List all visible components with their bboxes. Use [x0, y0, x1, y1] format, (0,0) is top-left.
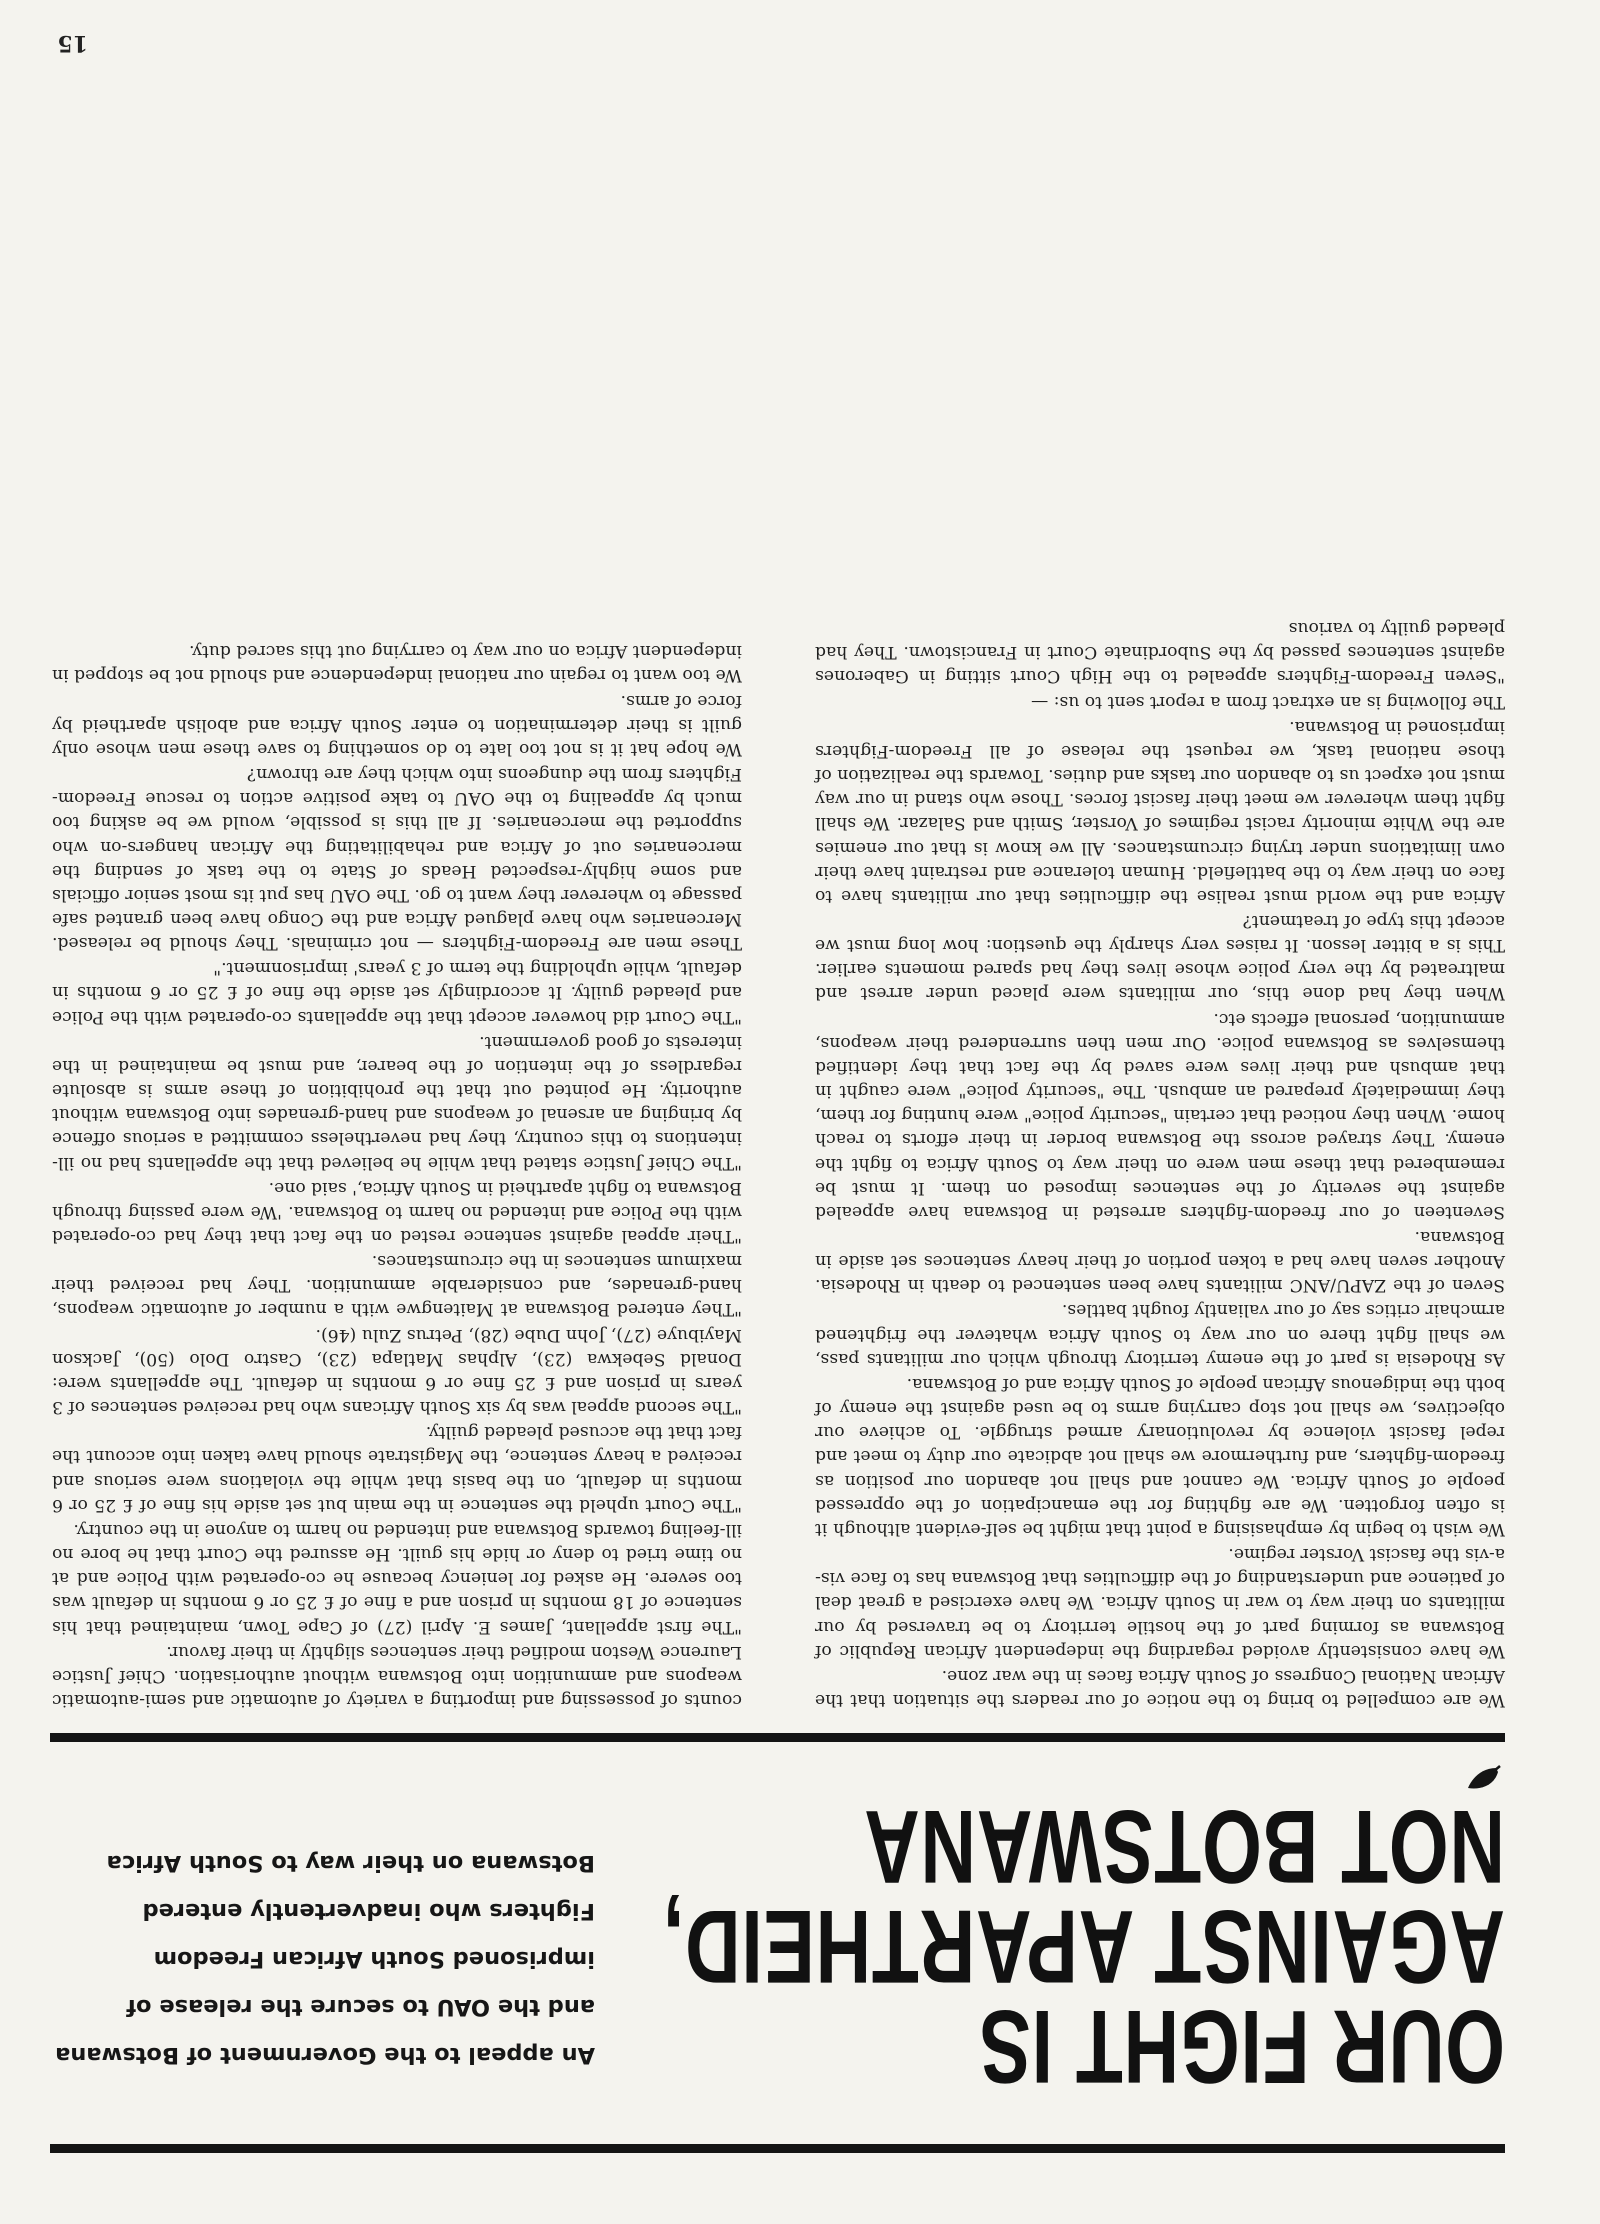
- paragraph: We wish to begin by emphasising a point that might be self-evident although it is often forgotten. We are fighting for the emancipation of the oppressed people of South Africa. We cannot and shall not abandon our position as freedom-fighters, and furthermore we shall not abdicate our duty to meet and repel fascist violence by revolutionary armed struggle. To achieve our objectives, we shall not stop carrying arms to be used against the enemy of both the indigenous African people of South Africa and of Botswana.: [815, 1373, 1505, 1539]
- paragraph: We are compelled to bring to the notice of our readers the situation that the African National Congress of South Africa faces in the war zone.: [815, 1665, 1505, 1710]
- paragraph: Seventeen of our freedom-fighters arrested in Botswana have appealed against the severity of the sentences imposed on them. It must be remembered that these men were on their way to South Africa to fight the enemy. They strayed across the Botswana border in their efforts to reach home. When they noticed that certain "security police" were hunting for them, they immediately prepared an ambush. The "security police" were caught in that ambush and their lives were saved by the fact that they identified themselves as Botswana police. Our men then surrendered their weapons, ammunition, personal effects etc.: [815, 1008, 1505, 1222]
- paragraph: "The Court did however accept that the appellants co-operated with the Police and pleaded guilty. It accordingly set aside the fine of £ 25 or 6 months in default, while upholding the term of 3 years' imprisonment.": [52, 958, 742, 1027]
- subhead: An appeal to the Government of Botswana and the OAU to secure the release of imprisoned South African Freedom Fighters who inadvertently entered Botswana on their way to South Africa: [55, 1850, 595, 2068]
- top-rule: [50, 2144, 1505, 2153]
- paragraph: "The Court upheld the sentence in the main but set aside his fine of £ 25 or 6 months in default, on the basis that while the violations were serious and received a heavy sentence, the Magistrate should have taken into account the fact that the accused pleaded guilty.: [52, 1422, 742, 1515]
- paragraph: "Seven Freedom-Fighters appealed to the High Court sitting in Gaberones against sentences passed by the Subordinate Court in Francistown. They had pleaded guilty to various: [815, 618, 1505, 687]
- paragraph: "Their appeal against sentence rested on the fact that they had co-operated with the Police and intended no harm to Botswana. 'We were passing through Botswana to fight apartheid in South Africa,' said one.: [52, 1177, 742, 1247]
- paragraph: The following is an extract from a report sent to us: —: [1031, 691, 1505, 712]
- headline-line-1: OUR FIGHT IS: [978, 1988, 1505, 2104]
- headline-line-3: NOT BOTSWANA: [863, 1788, 1505, 1904]
- paragraph: counts of possessing and importing a variety of automatic and semi-automatic weapons and ammunition into Botswana without authorisation. Chief Justice Laurence Weston modified their sentences slightly in their favour.: [52, 1641, 742, 1710]
- headline: [662, 1788, 1505, 2104]
- page-number: 15: [57, 30, 88, 56]
- right-column: [52, 638, 742, 1712]
- paragraph: Africa and the world must realise the difficulties that our militants have to face on their way to the battlefield. Human tolerance and restraint have their own limitations under trying circumstances. All we know is that our enemies are the White minority racist regimes of Vorster, Smith and Salazar. We shall fight them wherever we meet their fascist forces. Those who stand in our way must not expect us to abandon our tasks and duties. Towards the realization of those national task, we request the release of all Freedom-Fighters imprisoned in Botswana.: [815, 716, 1505, 906]
- paragraph: When they had done this, our militants were placed under arrest and maltreated by the very police whose lives they had spared moments earlier. This is a bitter lesson. It raises very sharply the question: how long must we accept this type of treatment?: [815, 911, 1505, 1004]
- headline-rule: [50, 1733, 1505, 1742]
- paragraph: We too want to regain our national independence and should not be stopped in independent Africa on our way to carrying out this sacred duty.: [52, 641, 742, 686]
- paragraph: "The second appeal was by six South Africans who had received sentences of 3 years in prison and £ 25 fine or 6 months in default. The appellants were: Donald Sebekwa (23), Alphas Matlapa (23), Castro Dolo (50), Jackson Mayibuye (27), John Dube (28), Petrus Zulu (46).: [52, 1324, 742, 1418]
- paragraph: "The first appellant, James E. April (27) of Cape Town, maintained that his sentence of 18 months in prison and a fine of £ 25 or 6 months in default was too severe. He asked for leniency because he co-operated with Police and at no time tried to deny or hide his guilt. He assured the Court that he bore no ill-feeling towards Botswana and intended no harm to anyone in the country.: [52, 1519, 742, 1637]
- paragraph: "The Chief Justice stated that while he believed that the appellants had no ill-intentions to this country, they had nevertheless committed a serious offence by bringing an arsenal of weapons and hand-grenades into Botswana without authority. He pointed out that the prohibition of these arms is absolute regardless of the intention of the bearer, and must be maintained in the interests of good government.: [52, 1031, 742, 1173]
- paragraph: We hope hat it is not too late to do something to save these men whose only guilt is their determination to enter South Africa and abolish apartheid by force of arms.: [52, 690, 742, 759]
- leaf-ornament-icon: [1462, 1764, 1502, 1794]
- paragraph: We have consistently avoided regarding the independent African Republic of Botswana as forming part of the hostile territory to be traversed by our militants on their way to war in South Africa. We have exercised a great deal of patience and understanding of the difficulties that Botswana has to face vis-a-vis the fascist Vorster regime.: [815, 1544, 1505, 1661]
- left-column: [815, 615, 1505, 1712]
- headline-line-2: AGAINST APARTHEID,: [662, 1888, 1505, 2004]
- paragraph: These men are Freedom-Fighters — not criminals. They should be released. Mercenaries who have plagued Africa and the Congo have been granted safe passage to wherever they want to go. The OAU has put its most senior officials and some highly-respected Heads of State to the task of sending the mercenaries out of Africa and rehabilitating the African hangers-on who supported the mercenaries. If all this is possible, would we be asking too much by appealing to the OAU to take positive action to rescue Freedom-Fighters from the dungeons into which they are thrown?: [52, 764, 742, 954]
- paragraph: Seven of the ZAPU/ANC militants have been sentenced to death in Rhodesia. Another seven have had a token portion of their heavy sentences set aside in Botswana.: [815, 1227, 1505, 1296]
- paragraph: "They entered Botswana at Maitengwe with a number of automatic weapons, hand-grenades, and considerable ammunition. They had received their maximum sentences in the circumstances.: [52, 1251, 742, 1320]
- paragraph: As Rhodesia is part of the enemy territory through which our militants pass, we shall fight there on our way to South Africa whatever the frightened armchair critics say of our valiantly fought battles.: [815, 1300, 1505, 1369]
